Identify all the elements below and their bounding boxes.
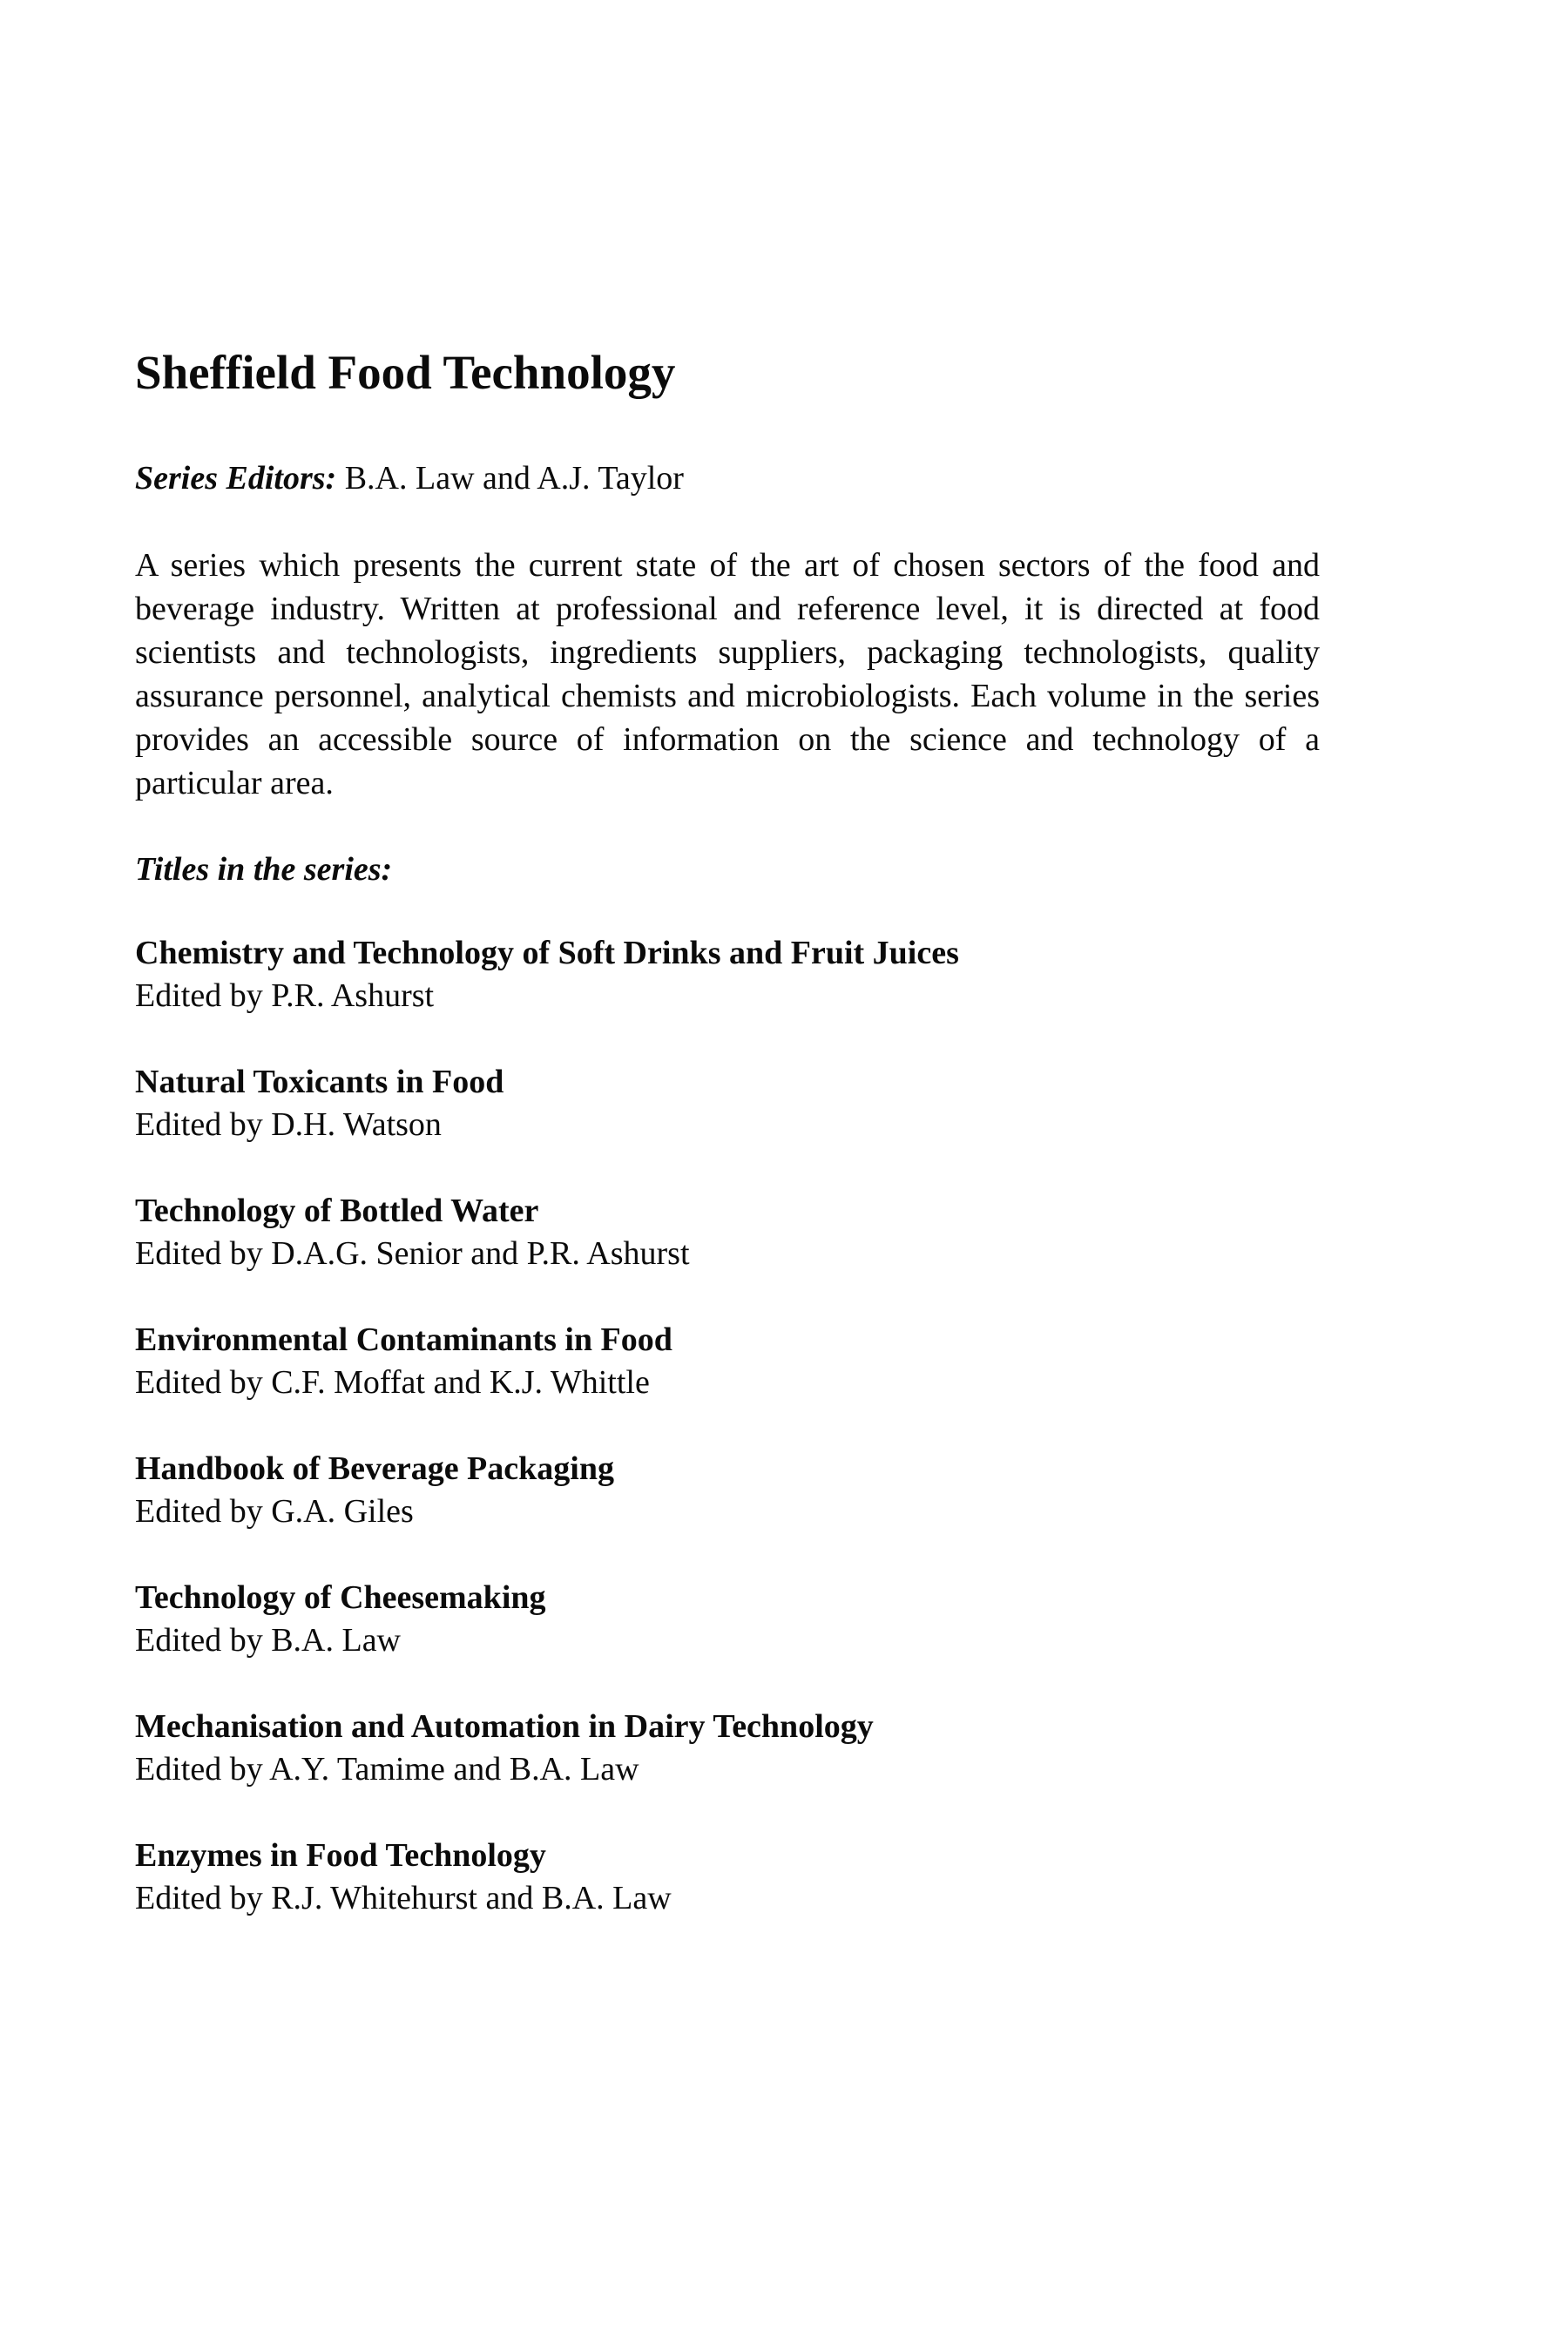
book-title: Natural Toxicants in Food: [135, 1063, 504, 1100]
series-description: A series which presents the current state of the art of chosen sectors of the food and beverage industry. Written at professional and reference level, it is directed at food scientists and technologists, ingredients suppliers, packaging technologists, quality assurance personnel, analytical chemists and microbiologists. Each volume in the series provides an accessible source of information on the science and technology of a particular area.: [135, 547, 1320, 802]
series-editors-label: Series Editors:: [135, 460, 337, 497]
title-item: [135, 1061, 1320, 1146]
title-item: [135, 1190, 1320, 1275]
book-title: Technology of Bottled Water: [135, 1192, 539, 1229]
book-title: Enzymes in Food Technology: [135, 1836, 546, 1874]
book-editors: Edited by B.A. Law: [135, 1621, 402, 1659]
series-page: [135, 344, 1320, 1963]
book-title: Mechanisation and Automation in Dairy Technology: [135, 1707, 874, 1745]
title-item: [135, 1706, 1320, 1791]
book-editors: Edited by D.H. Watson: [135, 1105, 442, 1143]
series-title: Sheffield Food Technology: [135, 346, 676, 399]
book-title: Technology of Cheesemaking: [135, 1578, 546, 1616]
book-editors: Edited by A.Y. Tamime and B.A. Law: [135, 1750, 639, 1788]
series-editors: [135, 457, 1320, 500]
book-editors: Edited by R.J. Whitehurst and B.A. Law: [135, 1879, 672, 1916]
title-list: [135, 932, 1320, 1920]
titles-heading: Titles in the series:: [135, 851, 393, 889]
title-item: [135, 1319, 1320, 1404]
book-title: Chemistry and Technology of Soft Drinks and Fruit Juices: [135, 934, 959, 971]
series-editors-names: B.A. Law and A.J. Taylor: [344, 460, 684, 497]
book-editors: Edited by G.A. Giles: [135, 1492, 414, 1530]
title-item: [135, 1577, 1320, 1662]
book-editors: Edited by P.R. Ashurst: [135, 977, 435, 1014]
title-item: [135, 1448, 1320, 1533]
title-item: [135, 1835, 1320, 1920]
book-title: Environmental Contaminants in Food: [135, 1321, 672, 1358]
book-editors: Edited by C.F. Moffat and K.J. Whittle: [135, 1363, 650, 1401]
book-title: Handbook of Beverage Packaging: [135, 1450, 614, 1487]
title-item: [135, 932, 1320, 1017]
book-editors: Edited by D.A.G. Senior and P.R. Ashurst: [135, 1234, 690, 1272]
